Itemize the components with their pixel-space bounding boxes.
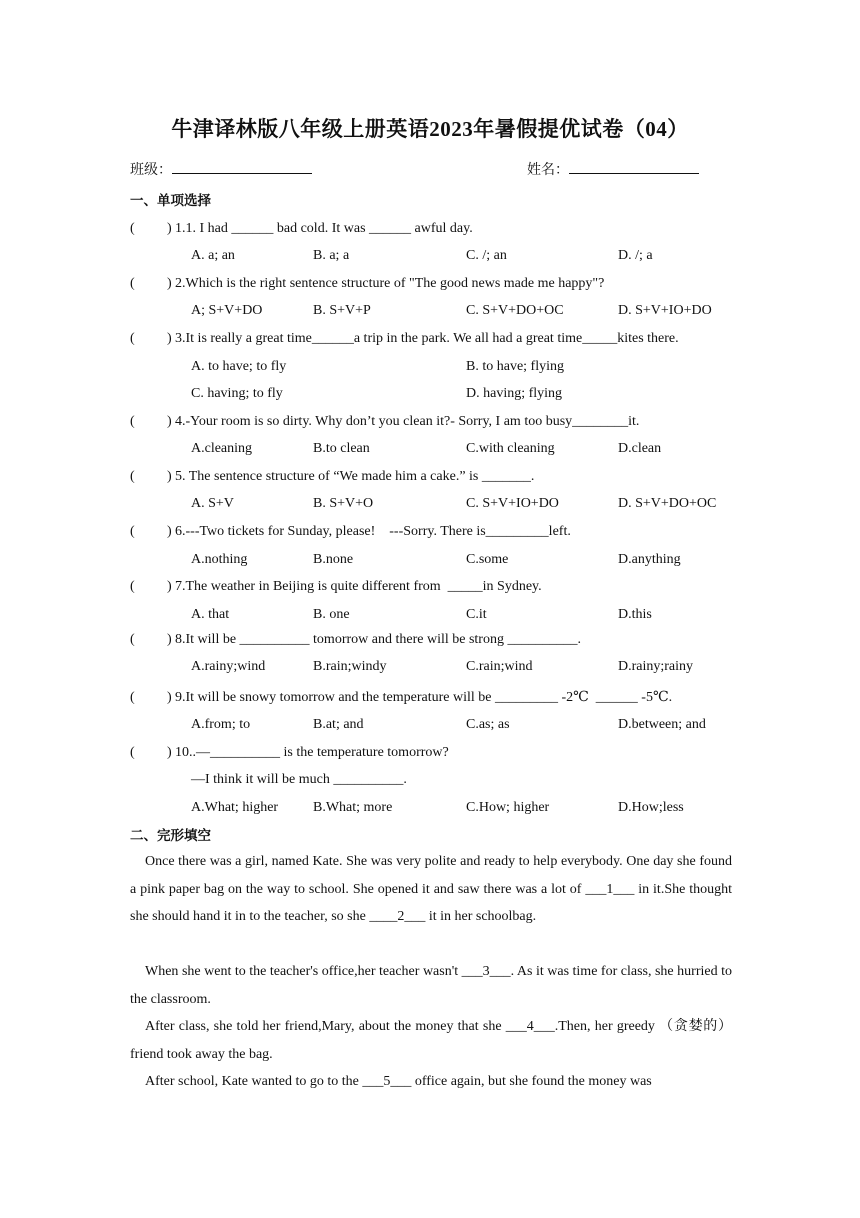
option-b: B. S+V+P	[313, 303, 371, 318]
answer-paren-open[interactable]: (	[130, 579, 135, 594]
question-stem: 3.It is really a great time______a trip in the park. We all had a great time_____kites there.	[175, 331, 679, 346]
question-stem: 4.-Your room is so dirty. Why don’t you clean it?- Sorry, I am too busy________it.	[175, 414, 640, 429]
answer-paren-close: )	[167, 276, 172, 291]
answer-paren-open[interactable]: (	[130, 524, 135, 539]
answer-paren-close: )	[167, 690, 172, 705]
option-c: C. /; an	[466, 248, 507, 263]
option-d: D.between; and	[618, 717, 706, 732]
answer-paren-open[interactable]: (	[130, 221, 135, 236]
question-stem: 10..—__________ is the temperature tomorrow?	[175, 745, 449, 760]
option-b: B.What; more	[313, 800, 393, 815]
answer-paren-open[interactable]: (	[130, 745, 135, 760]
answer-paren-close: )	[167, 414, 172, 429]
name-field	[527, 159, 699, 180]
option-d: D. /; a	[618, 248, 653, 263]
question-stem: 6.---Two tickets for Sunday, please! ---Sorry. There is_________left.	[175, 524, 571, 539]
answer-paren-close: )	[167, 524, 172, 539]
option-d: D. S+V+IO+DO	[618, 303, 712, 318]
option-b: B.to clean	[313, 441, 370, 456]
answer-paren-open[interactable]: (	[130, 632, 135, 647]
answer-paren-close: )	[167, 221, 172, 236]
answer-paren-open[interactable]: (	[130, 469, 135, 484]
option-a: A; S+V+DO	[191, 303, 263, 318]
option-c: C. having; to fly	[191, 386, 283, 401]
question-stem: 7.The weather in Beijing is quite different from _____in Sydney.	[175, 579, 542, 594]
option-a: A.from; to	[191, 717, 251, 732]
option-d: D. having; flying	[466, 386, 563, 401]
answer-paren-open[interactable]: (	[130, 331, 135, 346]
class-field	[130, 159, 312, 180]
name-blank[interactable]	[569, 159, 699, 174]
option-c: C. S+V+IO+DO	[466, 496, 559, 511]
question-stem: 8.It will be __________ tomorrow and there will be strong __________.	[175, 632, 581, 647]
option-b: B. a; a	[313, 248, 350, 263]
answer-paren-close: )	[167, 632, 172, 647]
option-d: D.anything	[618, 552, 681, 567]
option-c: C.How; higher	[466, 800, 550, 815]
question-stem: 9.It will be snowy tomorrow and the temperature will be _________ -2℃ ______ -5℃.	[175, 690, 673, 705]
answer-paren-close: )	[167, 745, 172, 760]
question-stem: 2.Which is the right sentence structure of "The good news made me happy"?	[175, 276, 605, 291]
question-stem: 5. The sentence structure of “We made him a cake.” is _______.	[175, 469, 535, 484]
option-a: A.nothing	[191, 552, 248, 567]
cloze-paragraph: After class, she told her friend,Mary, about the money that she ___4___.Then, her greedy （贪婪的） friend took away the bag.	[130, 1019, 732, 1062]
option-d: D.clean	[618, 441, 662, 456]
option-a: A. S+V	[191, 496, 234, 511]
question-stem-second-line: —I think it will be much __________.	[191, 772, 407, 787]
option-d: D.rainy;rainy	[618, 659, 694, 674]
option-b: B. S+V+O	[313, 496, 374, 511]
answer-paren-open[interactable]: (	[130, 690, 135, 705]
question-stem: 1.1. I had ______ bad cold. It was ______ awful day.	[175, 221, 473, 236]
option-a: A.cleaning	[191, 441, 253, 456]
answer-paren-close: )	[167, 579, 172, 594]
cloze-paragraph: After school, Kate wanted to go to the ___5___ office again, but she found the money was	[145, 1074, 652, 1089]
option-d: D.this	[618, 607, 652, 622]
option-b: B.rain;windy	[313, 659, 387, 674]
option-c: C.with cleaning	[466, 441, 555, 456]
option-c: C.some	[466, 552, 509, 567]
option-c: C. S+V+DO+OC	[466, 303, 564, 318]
option-d: D. S+V+DO+OC	[618, 496, 717, 511]
option-b: B.at; and	[313, 717, 364, 732]
option-d: D.How;less	[618, 800, 684, 815]
answer-paren-close: )	[167, 331, 172, 346]
option-a: A.rainy;wind	[191, 659, 266, 674]
answer-paren-open[interactable]: (	[130, 414, 135, 429]
option-a: A. to have; to fly	[191, 359, 287, 374]
answer-paren-close: )	[167, 469, 172, 484]
cloze-paragraph: Once there was a girl, named Kate. She was very polite and ready to help everybody. One day she found a pink paper bag on the way to school. She opened it and saw there was a lot of ___1___ in it.She thought she should hand it in to the teacher, so she ____2___ it in her schoolbag.	[130, 854, 732, 924]
class-label: 班级：	[130, 163, 172, 178]
answer-paren-open[interactable]: (	[130, 276, 135, 291]
option-b: B. one	[313, 607, 350, 622]
option-b: B. to have; flying	[466, 359, 564, 374]
option-a: A.What; higher	[191, 800, 279, 815]
cloze-paragraph: When she went to the teacher's office,her teacher wasn't ___3___. As it was time for class, she hurried to the classroom.	[130, 964, 732, 1007]
option-a: A. that	[191, 607, 230, 622]
page-title: 牛津译林版八年级上册英语2023年暑假提优试卷（04）	[171, 117, 689, 141]
option-c: C.rain;wind	[466, 659, 533, 674]
option-c: C.as; as	[466, 717, 510, 732]
option-a: A. a; an	[191, 248, 235, 263]
class-blank[interactable]	[172, 159, 312, 174]
name-label: 姓名：	[527, 163, 569, 178]
option-c: C.it	[466, 607, 487, 622]
option-b: B.none	[313, 552, 354, 567]
section-heading-cloze: 二、完形填空	[130, 828, 211, 844]
section-heading-choice: 一、单项选择	[130, 193, 211, 209]
